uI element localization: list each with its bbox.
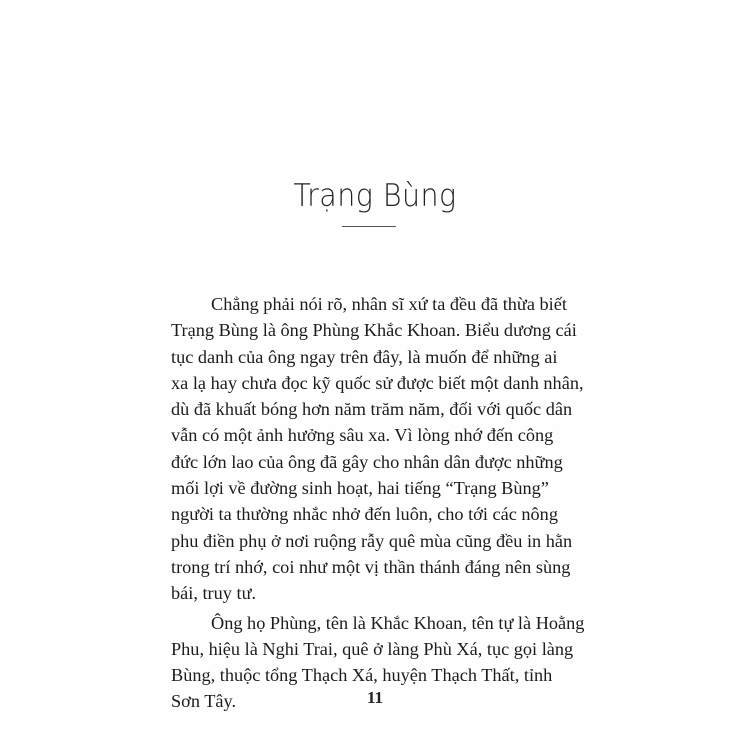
text-line: phu điền phụ ở nơi ruộng rẫy quê mùa cũng đều in hằn (171, 530, 573, 551)
text-line: bái, truy tư. (171, 583, 257, 604)
text-line: Phu, hiệu là Nghi Trai, quê ở làng Phù Xá, tục gọi làng (171, 638, 574, 659)
page-number: 11 (366, 688, 384, 707)
body-text (171, 291, 585, 715)
text-line: Trạng Bùng là ông Phùng Khắc Khoan. Biểu dương cái (171, 320, 577, 341)
paragraph-1 (171, 291, 584, 607)
text-line: Ông họ Phùng, tên là Khắc Khoan, tên tự là Hoằng (211, 612, 585, 633)
text-line: Bùng, thuộc tổng Thạch Xá, huyện Thạch Thất, tỉnh (171, 665, 553, 686)
text-line: Sơn Tây. (171, 691, 237, 712)
text-line: mối lợi về đường sinh hoạt, hai tiếng “Trạng Bùng” (171, 478, 549, 499)
text-line: Chẳng phải nói rõ, nhân sĩ xứ ta đều đã thừa biết (211, 294, 567, 314)
text-line: người ta thường nhắc nhở đến luôn, cho tới các nông (171, 504, 558, 525)
chapter-title: Trạng Bùng (293, 178, 457, 214)
text-line: đức lớn lao của ông đã gây cho nhân dân được những (171, 451, 563, 472)
text-line: trong trí nhớ, coi như một vị thần thánh đáng nên sùng (171, 556, 571, 577)
text-line: dù đã khuất bóng hơn năm trăm năm, đối với quốc dân (171, 399, 573, 420)
title-underline-rule (342, 226, 396, 227)
text-line: vẫn có một ảnh hưởng sâu xa. Vì lòng nhớ đến công (171, 425, 554, 446)
text-line: xa lạ hay chưa đọc kỹ quốc sử được biết một danh nhân, (171, 372, 584, 393)
text-line: tục danh của ông ngay trên đây, là muốn để những ai (171, 346, 558, 367)
